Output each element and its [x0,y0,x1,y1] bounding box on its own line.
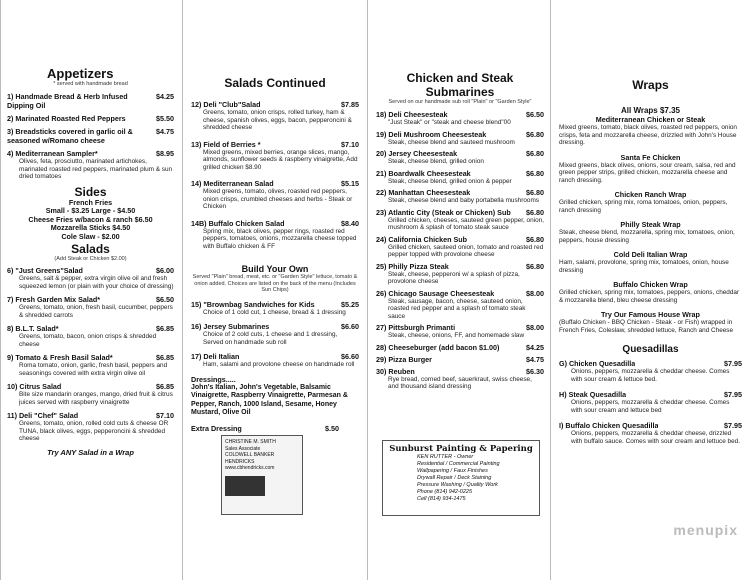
menu-item-name: 24) California Chicken Sub [376,234,468,244]
menu-item-header [376,235,544,244]
menu-item [559,421,742,445]
menu-item-name: Philly Steak Wrap [620,220,681,229]
menu-item-header [7,266,174,275]
menu-item-price: $6.80 [526,188,544,197]
menu-item-header [376,208,544,217]
appetizers-title: Appetizers [47,66,114,81]
menu-item-name: Chicken Ranch Wrap [614,190,687,199]
menu-item [7,353,174,377]
text-line: Residential / Commercial Painting [417,461,500,467]
menu-item-name: 16) Jersey Submarines [191,322,270,331]
menu-item-desc: "Just Steak" or "steak and cheese blend"00 [388,119,511,126]
dressings-title: Dressings..... [191,374,236,384]
menu-item-name: Mediterranean Chicken or Steak [595,115,706,124]
menu-item-header [376,110,544,119]
menu-item-price: $5.25 [341,299,359,309]
menu-item-desc: Grilled chicken, spring mix, tomatoes, peppers, onions, cheddar & mozzarella blend, bleu cheese dressing [559,289,740,304]
menu-item [559,190,742,214]
menu-item-name: H) Steak Quesadilla [559,390,627,399]
menu-item-desc: Rye bread, corned beef, sauerkraut, swiss cheese, and thousand island dressing [388,375,532,390]
menu-item [559,220,742,244]
menu-item-price: $8.95 [156,149,174,158]
menu-item-desc: Greens, tomato, bacon, onion crisps & shredded cheese [19,333,157,348]
salads-footer: Try ANY Salad in a Wrap [47,447,134,457]
menu-item-price: $7.95 [724,390,742,399]
menu-item-desc: Onions, peppers, mozzarella & cheddar cheese, drizzled with buffalo sauce. Comes with sour cream and lettuce bed. [571,430,740,445]
menu-item-desc: Grilled chicken, cheeses, sauteed green pepper, onion, mushroom & splash of tomato steak sauce [388,216,544,231]
menu-item-header [376,169,544,178]
text-line: COLDWELL BANKER [225,452,275,458]
menu-item [376,289,544,321]
menu-item [376,208,544,232]
menu-item-price: $6.80 [526,149,544,158]
menu-item-name: 18) Deli Cheesesteak [376,110,448,119]
menu-item-desc: Choice of 2 cold cuts, 1 cheese and 1 dressing, Served on handmade sub roll [203,331,338,346]
panel-salads-continued [182,0,367,580]
menu-item-name: 26) Chicago Sausage Cheesesteak [376,288,495,298]
menu-item [559,250,742,274]
menu-item-desc: Grilled chicken, spring mix, roma tomatoes, onion, peppers, ranch dressing [559,199,728,214]
menu-item-desc: Onions, peppers, mozzarella & cheddar cheese. Comes with sour cream and lettuce bed [571,399,730,414]
menu-item-header [7,149,174,158]
menu-item-price: $6.80 [526,168,544,178]
menu-item-name: 21) Boardwalk Cheesesteak [376,168,471,178]
menu-item-name: 3) Breadsticks covered in garlic oil & seasoned w/Romano cheese [7,127,133,145]
menu-item-name: 8) B.L.T. Salad* [7,324,59,333]
menu-item-name: 19) Deli Mushroom Cheesesteak [376,129,487,139]
text-line: Pressure Washing / Quality Work [417,482,498,488]
menu-item-header [191,140,359,149]
menu-item-desc: Steak, cheese, pepperoni w/ a splash of pizza, provolone cheese [388,270,520,285]
menu-item [376,262,544,286]
menu-item [7,92,174,110]
panel-submarines [367,0,550,580]
text-line: Phone (814) 942-0225 [417,489,473,495]
menu-item [376,188,544,205]
menu-item-header [191,179,359,188]
menu-item-name: I) Buffalo Chicken Quesadilla [559,421,659,430]
menu-item-desc: Mixed greens, mixed berries, orange slices, mango, almonds, sunflower seeds & raspberry vinaigrette, Add grilled chicken $8.90 [203,148,358,171]
menu-item-desc: Steak, cheese blend, mozzarella, spring mix, tomatoes, onion, peppers, house dressing [559,229,735,244]
salads-subtitle: (Add Steak or Chicken $2.00) [54,256,127,262]
menu-item [7,295,174,319]
realtor-ad [221,435,303,515]
realtor-logo [225,476,265,496]
menu-item-name: 1) Handmade Bread & Herb Infused Dipping Oil [7,92,128,110]
menu-item-price: $7.95 [724,421,742,430]
menu-item-header [7,92,174,110]
menu-item-price: $6.80 [526,261,544,271]
menu-item-header [559,153,742,162]
menu-item-price: $8.40 [341,218,359,228]
menu-item-header [191,352,359,361]
menu-item-header [7,382,174,391]
menu-item-price: $6.60 [341,352,359,361]
text-line: HENDRICKS [225,458,255,465]
menu-item-header [7,127,174,145]
sides-title: Sides [74,184,107,199]
menu-item-header [7,324,174,333]
menu-item [7,127,174,145]
menu-item-desc: Steak, cheese blend, grilled onion & pepper [388,177,512,185]
menu-item [376,169,544,186]
menu-item-price: $6.00 [156,266,174,275]
menu-item-price: $4.25 [526,342,544,352]
menu-item-name: 11) Deli "Chef" Salad [7,411,79,420]
menu-item-price: $5.50 [156,114,174,123]
wraps-title: Wraps [632,78,669,92]
menu-item-header [559,190,742,199]
text-line: Small - $3.25 Large - $4.50 [45,206,136,215]
wraps-all-price: All Wraps $7.35 [621,106,680,115]
menu-item-header [376,323,544,332]
menu-item-desc: Olives, feta, prosciutto, marinated artichokes, marinated roasted red peppers, marinated plum & sun dried tomatoes [19,158,173,180]
menu-item-header [191,322,359,331]
panel-wraps [550,0,750,580]
menu-item-header [376,149,544,158]
menu-item [559,390,742,414]
menu-item [191,300,359,317]
menu-item-header [376,367,544,376]
menu-item-desc: Grilled chicken, sauteed onion, tomato and roasted red pepper topped with provolone cheese [388,243,544,258]
menu-item-desc: Greens, tomato, onion crisps, rolled turkey, ham & cheese, spanish olives, eggs, bacon, pepperoncini & shredded cheese [203,109,352,131]
menu-item-desc: Steak, cheese blend and baby portabella mushrooms [388,197,539,204]
menu-item [191,219,359,251]
menu-item-price: $8.00 [526,323,544,332]
menu-item-desc: Spring mix, black olives, pepper rings, roasted red peppers, tomatoes, onions, mozzarella cheese topped with Buffalo chicken & FF [203,227,357,250]
watermark: menupix [673,522,738,538]
menu-item-name: 22) Manhattan Cheesesteak [376,188,471,197]
salads-title: Salads [71,242,110,256]
menu-item [7,382,174,406]
menu-item-desc: Mixed greens, tomato, olives, roasted red peppers, onion crisps, crumbled cheeses and herbs - Steak or Chicken [203,188,353,210]
menu-item-name: 27) Pittsburgh Primanti [376,323,456,332]
menu-item-header [559,220,742,229]
menu-item-name: 6) "Just Greens"Salad [7,266,83,275]
menu-item [559,153,742,185]
menu-item-header [7,411,174,420]
menu-item-desc: Steak, cheese, onions, FF, and homemade slaw [388,332,525,339]
menu-item-desc: Roma tomato, onion, garlic, fresh basil, peppers and seasonings covered with extra virgin olive oil [19,362,168,377]
menu-item-price: $6.30 [526,366,544,376]
menu-item-name: Santa Fe Chicken [620,152,681,162]
extra-dressing [191,424,359,433]
submarines-subtitle: Served on our handmade sub roll "Plain" or "Garden Style" [388,99,532,105]
menu-item-header [559,115,742,124]
menu-item-name: 4) Mediterranean Sampler* [7,149,98,158]
menu-item-desc: Greens, salt & pepper, extra virgin olive oil and fresh squeezed lemon (or plain with your choice of dressing) [19,275,174,290]
menu-item-price: $8.00 [526,288,544,298]
menu-item-desc: Greens, tomato, onion, fresh basil, cucumber, peppers & shredded carrots [19,304,173,319]
menu-item-price: $4.25 [156,92,174,101]
build-title: Build Your Own [241,264,309,274]
menu-item-header [559,390,742,399]
menu-item-name: G) Chicken Quesadilla [559,359,636,368]
menu-item [7,324,174,348]
menu-item-name: 14) Mediterranean Salad [191,179,274,188]
menu-item [559,280,742,304]
menu-item-header [191,300,359,309]
menu-item-name: 29) Pizza Burger [376,354,432,364]
menu-item-name: 10) Citrus Salad [7,382,62,391]
menu-item-desc: (Buffalo Chicken - BBQ Chicken - Steak - or Fish) wrapped in French Fries, Coleslaw, shredded lettuce, Ranch and Cheese [559,319,734,334]
menu-item [191,179,359,211]
menu-item-header [376,188,544,197]
menu-item-header [7,114,174,123]
menu-item-header [191,219,359,228]
painting-ad-title: Sunburst Painting & Papering [389,444,533,454]
menu-item [376,110,544,127]
text-line: French Fries [68,197,113,207]
menu-item-desc: Ham, salami and provolone cheese on handmade roll [203,361,355,368]
menu-item-price: $6.80 [526,129,544,139]
menu-item-price: $6.50 [156,295,174,304]
menu-item-name: 23) Atlantic City (Steak or Chicken) Sub [376,207,511,217]
menu-item-desc: Choice of 1 cold cut, 1 cheese, bread & 1 dressing [203,308,346,316]
menu-item-name: 13) Field of Berries * [191,139,261,149]
menu-item [376,235,544,259]
menu-item-price: $4.75 [156,127,174,136]
text-line: Cell (814) 934-1475 [417,496,466,502]
menu-item [191,322,359,346]
menu-item-header [7,295,174,304]
menu-item-price: $7.10 [156,411,174,420]
menu-item [376,367,544,391]
menu-item-name: 15) "Brownbag Sandwiches for Kids [191,299,315,309]
menu-item-name: 12) Deli "Club"Salad [191,100,261,109]
text-line: www.cbhendricks.com [225,465,275,471]
menu-item-header [559,280,742,289]
menu-item-name: Try Our Famous House Wrap [601,310,700,319]
text-line: Cheese Fries w/bacon & ranch $6.50 [28,214,153,224]
menu-item [191,100,359,132]
menu-item-name: 28) Cheeseburger (add bacon $1.00) [376,342,500,352]
text-line: KEN RUTTER - Owner [417,454,474,460]
menu-item-header [559,250,742,259]
menu-item-header [376,355,544,364]
text-line: CHRISTINE M. SMITH [225,439,276,445]
menu-item-price: $6.60 [341,322,359,331]
menu-item-name: 9) Tomato & Fresh Basil Salad* [7,353,113,362]
text-line: Cole Slaw - $2.00 [61,231,120,241]
menu-item-desc: Steak, sausage, bacon, cheese, sauteed onion, roasted red pepper and a splash of tomato steak sauce [388,297,526,320]
text-line: Mozzarella Sticks $4.50 [50,223,131,232]
menu-item [376,355,544,364]
menu-item [7,266,174,290]
painting-ad [382,440,540,516]
menu-item [376,343,544,352]
menu-item [191,140,359,172]
extra-dressing-price: $.50 [325,423,339,433]
menu-item-price: $7.85 [341,100,359,109]
menu-item-name: 14B) Buffalo Chicken Salad [191,218,285,228]
dressings-list: John's Italian, John's Vegetable, Balsamic Vinaigrette, Raspberry Vinaigrette, Parmesan & Pepper, Ranch, 1000 Island, Sesame, Honey Mustard, Olive Oil [191,383,348,416]
build-subtitle: Served "Plain" bread, meat, etc. or "Garden Style" lettuce, tomato & onion added. Choices are listed on the back of the menu (Includes Sun Chips) [192,274,358,293]
menu-item [7,149,174,181]
menu-item-price: $6.85 [156,382,174,391]
menu-item-header [376,130,544,139]
text-line: Sales Associate [225,445,261,452]
menu-item [376,149,544,166]
quesadillas-title: Quesadillas [622,344,679,355]
menu-item-desc: Bite size mandarin oranges, mango, dried fruit & citrus juices served with raspberry vinaigrette [19,391,173,406]
text-line: Wallpapering / Faux Finishes [417,468,488,474]
appetizers-subtitle: * served with handmade bread [53,81,128,87]
menu-item-price: $6.50 [526,110,544,119]
menu-item-desc: Mixed greens, tomato, black olives, roasted red peppers, onion crisps, feta and mozzarella cheese, drizzled with John's House dressing. [559,124,737,146]
menu-item-price: $5.15 [341,179,359,188]
menu-item [559,359,742,383]
menu-item-name: 20) Jersey Cheesesteak [376,149,458,158]
menu-item-price: $6.80 [526,207,544,217]
menu-item-desc: Steak, cheese blend and sauteed mushroom [388,138,515,146]
menu-item [7,114,174,123]
menu-item-header [191,100,359,109]
menu-item-price: $7.10 [341,139,359,149]
menu-item-name: 25) Philly Pizza Steak [376,261,449,271]
menu-item-name: Buffalo Chicken Wrap [613,280,688,289]
menu-item-header [559,359,742,368]
menu-item [559,115,742,147]
menu-item-price: $6.85 [156,353,174,362]
menu-item [191,352,359,369]
panel-appetizers [0,0,182,580]
menu-item-desc: Greens, tomato, onion, rolled cold cuts & cheese OR TUNA, black olives, eggs, pepperoncini & shredded cheese [19,420,169,442]
extra-dressing-label: Extra Dressing [191,423,242,433]
menu-item-name: 7) Fresh Garden Mix Salad* [7,295,101,304]
text-line: Drywall Repair / Deck Staining [417,475,492,481]
menu-item [559,310,742,334]
menu-item-desc: Ham, salami, provolone, spring mix, tomatoes, onion, house dressing [559,259,729,274]
menu-item-header [7,353,174,362]
menu-item-desc: Onions, peppers, mozzarella & cheddar cheese. Comes with sour cream & lettuce bed. [571,368,730,383]
salads-continued-title: Salads Continued [224,76,326,90]
menu-item-name: 17) Deli Italian [191,352,240,361]
menu-item [376,130,544,147]
menu-item-name: 2) Marinated Roasted Red Peppers [7,114,126,123]
menu-item [376,323,544,340]
menu-item-name: Cold Deli Italian Wrap [613,250,688,259]
menu-item-price: $7.95 [724,359,742,368]
menu-item-header [559,310,742,319]
menu-item [7,411,174,443]
menu-item-header [376,343,544,352]
menu-item-price: $6.85 [156,324,174,333]
menu-item-name: 30) Reuben [376,366,415,376]
menu-item-header [376,262,544,271]
submarines-title: Chicken and Steak Submarines [406,71,514,99]
menu-item-desc: Mixed greens, black olives, onions, sour cream, salsa, red and green pepper strips, grilled chicken, mozzarella cheese and ranch dressing. [559,161,736,184]
menu-item-header [376,289,544,298]
menu-item-header [559,421,742,430]
menu-item-price: $4.75 [526,354,544,364]
menu-item-desc: Steak, cheese blend, grilled onion [388,158,484,165]
menu-item-price: $6.80 [526,234,544,244]
